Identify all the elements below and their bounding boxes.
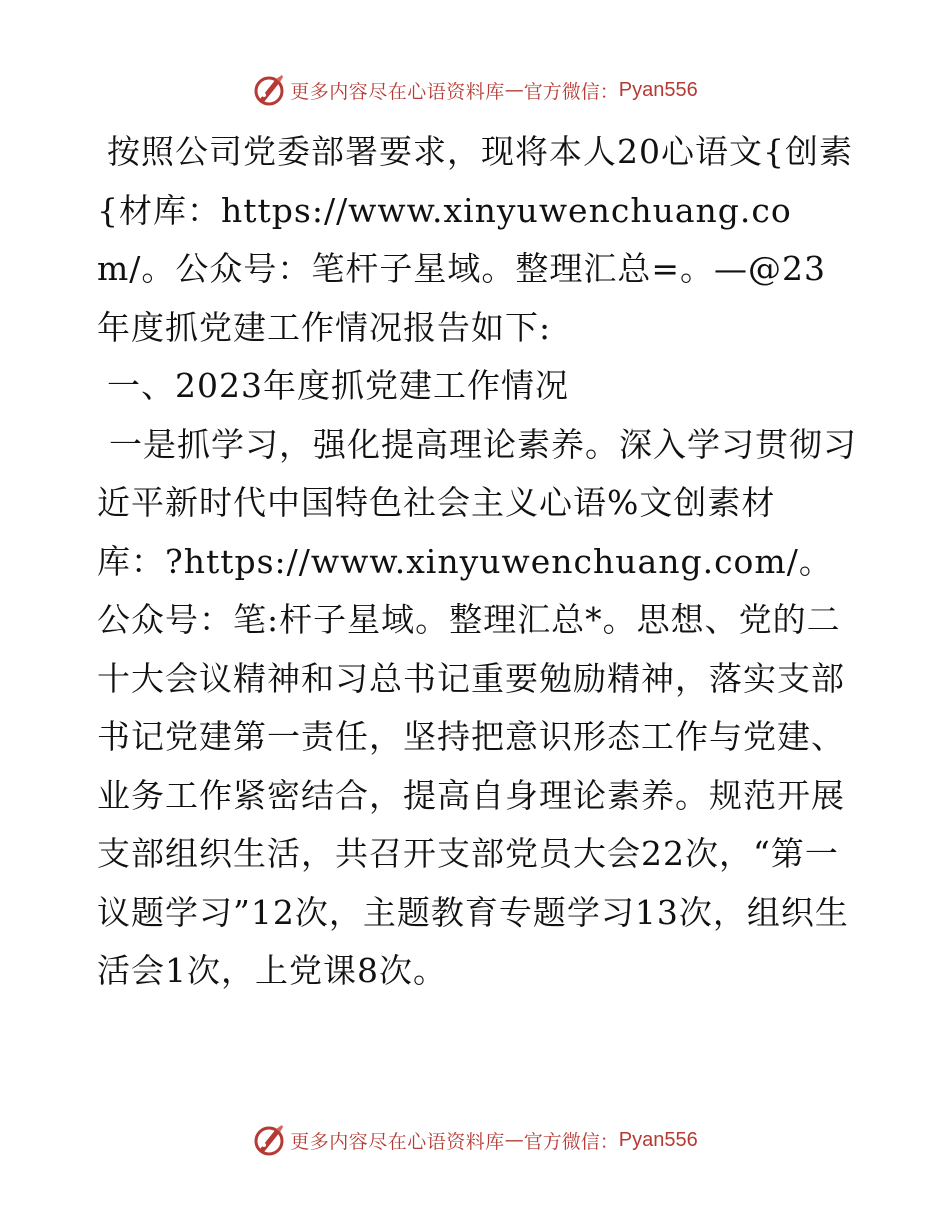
header-watermark — [0, 70, 950, 110]
brush-logo-icon — [252, 1123, 286, 1157]
watermark-dash: — — [504, 1129, 524, 1151]
document-body — [97, 123, 857, 1001]
brush-logo-icon — [252, 73, 286, 107]
watermark-wechat-label: 官方微信： — [523, 80, 619, 103]
intro-paragraph: 按照公司党委部署要求，现将本人20心语文{创素{材库：https://www.xinyuwenchuang.com/。公众号：笔杆子星域。整理汇总=。—@23年度抓党建工作情况报告如下: — [97, 132, 853, 347]
watermark-wechat-id: Pyan556 — [618, 1128, 698, 1151]
study-paragraph: 一是抓学习，强化提高理论素养。深入学习贯彻习近平新时代中国特色社会主义心语%文创素材库：?https://www.xinyuwenchuang.com/。公众号：笔:杆子星域。整理汇总*。思想、党的二十大会议精神和习总书记重要勉励精神，落实支部书记党建第一责任，坚持把意识形态工作与党建、业务工作紧密结合，提高自身理论素养。规范开展支部组织生活，共召开支部党员大会22次，“第一议题学习”12次，主题教育专题学习13次，组织生活会1次，上党课8次。 — [97, 424, 857, 990]
section-heading: 一、2023年度抓党建工作情况 — [107, 366, 569, 405]
watermark-text: 更多内容尽在心语资料库 — [290, 80, 505, 103]
watermark-wechat-label: 官方微信： — [523, 1130, 619, 1153]
footer-watermark — [0, 1120, 950, 1160]
watermark-wechat-id: Pyan556 — [618, 78, 698, 101]
watermark-text: 更多内容尽在心语资料库 — [290, 1130, 505, 1153]
watermark-dash: — — [504, 79, 524, 101]
